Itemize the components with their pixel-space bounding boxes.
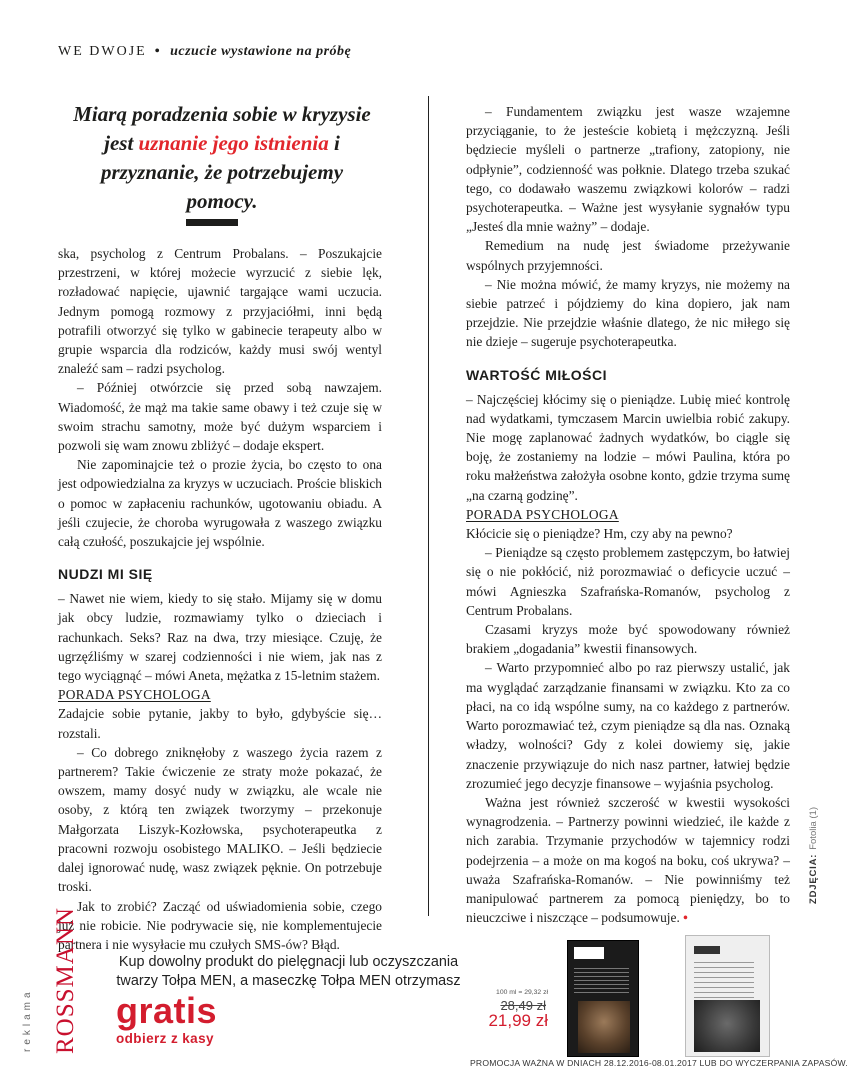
- quote-text-start: Miarą poradzenia sobie w kryzysie jest: [73, 102, 371, 155]
- header-separator: •: [154, 44, 163, 59]
- page-header: [58, 44, 351, 60]
- ad-label: reklama: [22, 988, 33, 1052]
- end-mark-icon: •: [683, 910, 688, 926]
- paragraph: – Nie można mówić, że mamy kryzys, nie możemy na siebie patrzeć i pójdziemy do kina dopiero, jak nam przejdzie. Nie przejdzie właśnie dlatego, że nic miłego się nie dzieje – sugeruje psychoterapeutka.: [466, 276, 790, 350]
- ad-old-price: 28,49 zł: [500, 998, 546, 1013]
- subheading-nudzi-mi-sie: NUDZI MI SIĘ: [58, 566, 153, 583]
- photo-credit-label: ZDJĘCIA:: [808, 853, 819, 904]
- product-model-image: [578, 1001, 630, 1053]
- paragraph: Jak to zrobić? Zacząć od uświadomienia sobie, czego już nie robicie. Nie podrywacie się, nie komplementujecie partnera i nie wysyłacie mu czułych SMS-ów? Błąd.: [58, 898, 382, 952]
- paragraph: – Fundamentem związku jest wasze wzajemne przyciąganie, to że jesteście kobietą i mężczyzną. Jeśli będziecie myśleli o partnerze „trafiony, zatopiony, nie odpłynie”, codzienność was połknie. Dlatego trzeba szukać tego, co dodawało waszemu związkowi kolorów – radzi psychoterapeutka. – Ważne jest wysyłanie sygnałów typu „Jesteś dla mnie ważny” – dodaje.: [466, 104, 790, 235]
- quote-divider-bar: [186, 219, 238, 226]
- product-mask-image: [685, 935, 770, 1057]
- ad-price: 21,99 zł: [488, 1011, 548, 1030]
- product-brand-mark: [694, 946, 720, 954]
- left-column: [58, 244, 382, 954]
- section-topic: uczucie wystawione na próbę: [170, 44, 352, 59]
- quote-text-end: i przyznanie, że potrzebujemy pomocy.: [100, 131, 344, 213]
- product-tube-image: [567, 940, 639, 1057]
- paragraph-text: Ważna jest również szczerość w kwestii wysokości wynagrodzenia. – Partnerzy powinni wiedzieć, ile każde z nich zarabia. Trzymanie przychodów w tajemnicy rodzi podejrzenia – a może on ma kogoś na boku, coś ukrywa? – uważa Szafrańska-Romanów. – Nie powinniśmy też manipulować partnerem za pomocą pieniędzy, bo to nieuczciwe i niszczące – podsumowuje.: [466, 794, 790, 926]
- paragraph: – Pieniądze są często problemem zastępczym, bo łatwiej się o nie pokłócić, niż porozmawiać o deficycie uczuć – mówi Agnieszka Szafrańska-Romanów, psycholog z Centrum Probalans.: [466, 545, 790, 618]
- advice-label: PORADA PSYCHOLOGA: [58, 687, 211, 703]
- paragraph: ska, psycholog z Centrum Probalans. – Poszukajcie przestrzeni, w której możecie wyrzucić z siebie lęk, rozładować napięcie, ujawnić targające wami uczucia. Jednym pomogą rozmowy z przyjaciółmi, inni będą potrafili otworzyć się tylko w gabinecie terapeuty albo w grupie wsparcia dla rodziców, każdy musi swój wentyl znaleźć sam – radzi psycholog.: [58, 246, 382, 377]
- subheading-wartosc-milosci: WARTOŚĆ MIŁOŚCI: [466, 366, 608, 383]
- paragraph: Kłócicie się o pieniądze? Hm, czy aby na pewno?: [466, 526, 733, 542]
- paragraph: – Co dobrego zniknęłoby z waszego życia razem z partnerem? Takie ćwiczenie ze straty może pokazać, że owszem, mamy dosyć nudy w związku, ale wcale nie osoby, z którą ten związek tworzymy – przekonuje Małgorzata Liszyk-Kozłowska, psychoterapeutka z pracowni rozwoju osobistego MALIKO. – Jeśli będziecie dalej ignorować nudę, wasz związek pęknie. On potrzebuje troski.: [58, 744, 382, 895]
- right-column: [466, 102, 790, 927]
- paragraph: – Nawet nie wiem, kiedy to się stało. Mijamy się w domu jak obcy ludzie, rozmawiamy tylko o dzieciach i rachunkach. Seks? Raz na dwa, trzy miesiące. Czuję, że ugrzęźliśmy w szarej codzienności i nie wiem, jak nas z tego wyciągnąć – mówi Aneta, mężatka z 15-letnim stażem.: [58, 591, 382, 684]
- product-label-lines: [694, 958, 754, 998]
- ad-gratis: gratis: [116, 990, 218, 1031]
- column-divider: [428, 96, 429, 916]
- ad-pickup: odbierz z kasy: [116, 1031, 214, 1046]
- paragraph: [466, 793, 790, 927]
- ad-unit-price: 100 ml = 29,32 zł: [496, 989, 548, 996]
- paragraph: – Warto przypomnieć albo po raz pierwszy ustalić, jak ma wyglądać zarządzanie finansami w związku. Kto za co płaci, na co idą wspólne sumy, na co każdego z partnerów. Warto porozmawiać też, czym pieniądze są dla nas. Oznaką władzy, wolności? Gdy z kolei dowiemy się, jakie znaczenie przywiązuje do nich nasz partner, łatwiej będzie zrozumieć jego decyzje finansowe – wyjaśnia psycholog.: [466, 660, 790, 791]
- ad-headline: Kup dowolny produkt do pielęgnacji lub oczyszczania twarzy Tołpa MEN, a maseczkę Tołpa MEN otrzymasz: [116, 954, 461, 989]
- advice-label: PORADA PSYCHOLOGA: [466, 506, 619, 522]
- paragraph: – Później otwórzcie się przed sobą nawzajem. Wiadomość, że mąż ma takie same obawy i też czuje się w swoim strachu samotny, może być dużym wsparciem i pozwoli się wam znowu zbliżyć – dodaje ekspert.: [58, 380, 382, 454]
- paragraph: – Najczęściej kłócimy się o pieniądze. Lubię mieć kontrolę nad wydatkami, tymczasem Marcin uwielbia robić zakupy. Nie mogę zaplanować żadnych wydatków, bo ciągle się boję, że zostaniemy na lodzie – mówi Paulina, która po roku małżeństwa założyła osobne konto, gdzie trzyma sumę „na czarną godzinę”.: [466, 391, 790, 503]
- pull-quote: [70, 100, 374, 216]
- product-model-image: [694, 1000, 760, 1052]
- photo-credit-value: Fotolia (1): [808, 807, 819, 850]
- product-brand-mark: [574, 947, 604, 959]
- paragraph: Zadajcie sobie pytanie, jakby to było, gdybyście się… rozstali.: [58, 706, 382, 741]
- product-label-lines: [574, 965, 629, 995]
- photo-credit: [808, 784, 819, 904]
- rossmann-logo: ROSSMANN: [52, 907, 79, 1054]
- paragraph: Czasami kryzys może być spowodowany również brakiem „dogadania” kwestii finansowych.: [466, 622, 790, 657]
- ad-promo-terms: PROMOCJA WAŻNA W DNIACH 28.12.2016-08.01.2017 LUB DO WYCZERPANIA ZAPASÓW.: [470, 1058, 848, 1068]
- paragraph: Nie zapominajcie też o prozie życia, bo często to ona jest odpowiedzialna za kryzys w uczuciach. Proście bliskich o pomoc w zapłaceniu rachunków, ugotowaniu obiadu. A jeśli czujecie, że choroba wyrugowała z waszego związku całą czułość, poszukajcie jej wspólnie.: [58, 457, 382, 550]
- paragraph: Remedium na nudę jest świadome przeżywanie wspólnych przyjemności.: [466, 238, 790, 273]
- quote-highlight: uznanie jego istnienia: [138, 131, 329, 155]
- section-name: WE DWOJE: [58, 44, 147, 59]
